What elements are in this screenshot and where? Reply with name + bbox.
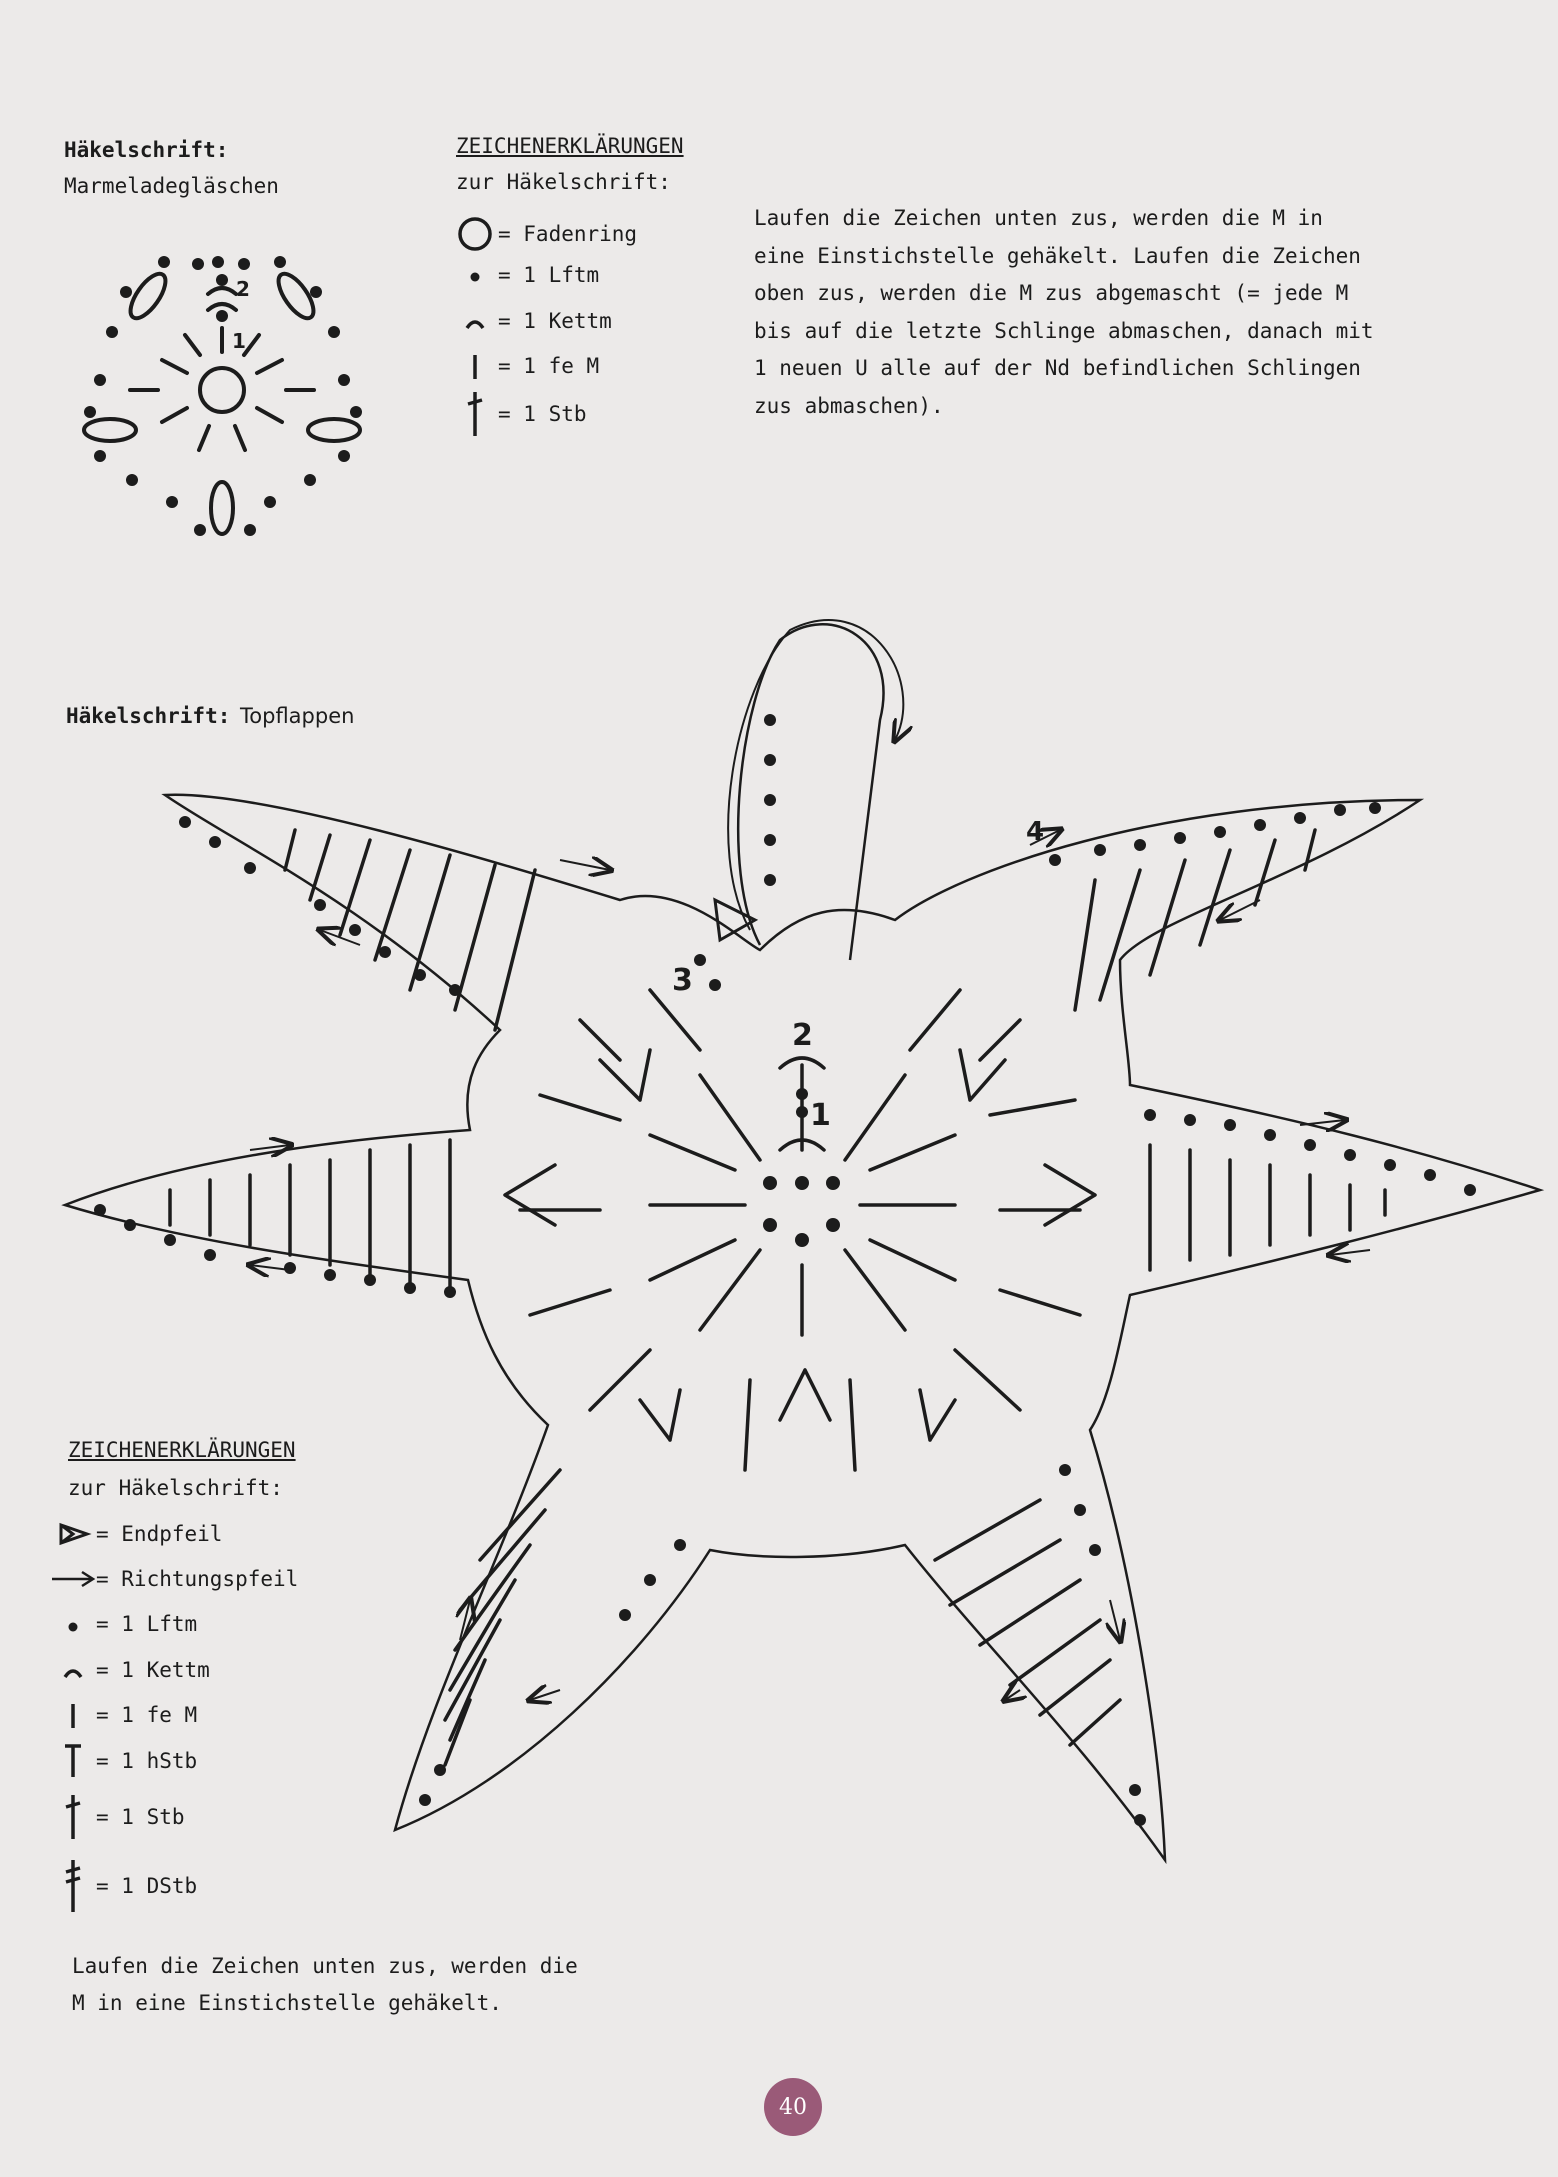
legend-top-item-arc — [452, 305, 612, 338]
potholder-subtitle: Topflappen — [240, 704, 355, 728]
page-number-badge: 40 — [764, 2078, 822, 2136]
legend-bottom-item-double-cross-bar — [50, 1858, 197, 1914]
legend-label: = 1 Kettm — [96, 1658, 210, 1682]
jar-round-label-2: 2 — [236, 277, 250, 301]
note-bottom-line: Laufen die Zeichen unten zus, werden die — [72, 1954, 578, 1978]
legend-bottom-item-dot — [50, 1608, 197, 1641]
legend-bottom-item-end-arrow — [50, 1518, 222, 1551]
direction-arrow-icon — [50, 1564, 96, 1594]
legend-label: = 1 Lftm — [498, 263, 600, 287]
ring-icon — [452, 214, 498, 254]
bleed-through-text — [1380, 230, 1558, 594]
jar-round-label-1: 1 — [232, 329, 246, 353]
legend-label: = Fadenring — [498, 221, 638, 246]
jar-chart-subtitle: Marmeladegläschen — [64, 174, 279, 198]
legend-bottom-item-bar — [50, 1699, 197, 1732]
note-top-line: 1 neuen U alle auf der Nd befindlichen Schlingen — [754, 356, 1361, 380]
bar-icon — [452, 351, 498, 381]
legend-label: = 1 Stb — [96, 1804, 185, 1829]
note-top — [754, 200, 1374, 425]
potholder-title-label: Häkelschrift: — [66, 704, 231, 728]
cross-bar-icon — [452, 390, 498, 438]
legend-top-item-bar — [452, 350, 599, 383]
legend-bottom-heading: ZEICHENERKLÄRUNGEN — [68, 1438, 296, 1462]
note-bottom — [72, 1948, 578, 2022]
cross-bar-icon — [50, 1793, 96, 1841]
dot-icon — [452, 260, 498, 290]
legend-label: = 1 DStb — [96, 1873, 198, 1898]
jar-chart-title: Häkelschrift: — [64, 138, 229, 162]
legend-bottom-item-t-bar — [50, 1741, 197, 1781]
magic-ring-symbol — [200, 368, 244, 412]
legend-bottom-item-cross-bar — [50, 1793, 185, 1841]
potholder-round-label-1: 1 — [810, 1098, 831, 1133]
legend-bottom-item-arc — [50, 1654, 210, 1687]
arc-icon — [50, 1655, 96, 1685]
arc-icon — [452, 306, 498, 336]
t-bar-icon — [50, 1741, 96, 1781]
legend-top-item-cross-bar — [452, 390, 587, 438]
potholder-crochet-chart — [0, 600, 1558, 1900]
legend-label: = 1 fe M — [498, 354, 600, 378]
legend-label: = 1 Lftm — [96, 1612, 198, 1636]
legend-label: = 1 Kettm — [498, 309, 612, 333]
note-top-line: bis auf die letzte Schlinge abmaschen, danach mit — [754, 318, 1374, 343]
double-cross-bar-icon — [50, 1858, 96, 1914]
legend-label: = 1 hStb — [96, 1748, 198, 1773]
jar-crochet-chart — [60, 240, 390, 560]
legend-label: = Endpfeil — [96, 1522, 223, 1546]
potholder-hanging-loop — [738, 624, 883, 960]
note-top-line: Laufen die Zeichen unten zus, werden die M in — [754, 206, 1323, 230]
dot-icon — [50, 1609, 96, 1639]
potholder-round-label-2: 2 — [792, 1018, 813, 1053]
end-arrow-icon — [50, 1519, 96, 1549]
legend-top-heading: ZEICHENERKLÄRUNGEN — [456, 134, 684, 158]
legend-top-item-ring — [452, 214, 637, 254]
note-top-line: zus abmaschen). — [754, 393, 944, 418]
legend-label: = Richtungspfeil — [96, 1567, 299, 1591]
bar-icon — [50, 1700, 96, 1730]
potholder-round-label-4: 4 — [1026, 817, 1045, 847]
potholder-round-label-3: 3 — [672, 963, 693, 998]
legend-top-subheading: zur Häkelschrift: — [456, 170, 671, 194]
note-bottom-line: M in eine Einstichstelle gehäkelt. — [72, 1991, 502, 2015]
legend-label: = 1 Stb — [498, 401, 587, 426]
legend-bottom-subheading: zur Häkelschrift: — [68, 1476, 283, 1500]
legend-bottom-item-direction-arrow — [50, 1563, 298, 1596]
note-top-line: oben zus, werden die M zus abgemascht (= jede M — [754, 281, 1349, 305]
note-top-line: eine Einstichstelle gehäkelt. Laufen die Zeichen — [754, 243, 1361, 268]
legend-top-item-dot — [452, 259, 599, 292]
legend-label: = 1 fe M — [96, 1703, 198, 1727]
